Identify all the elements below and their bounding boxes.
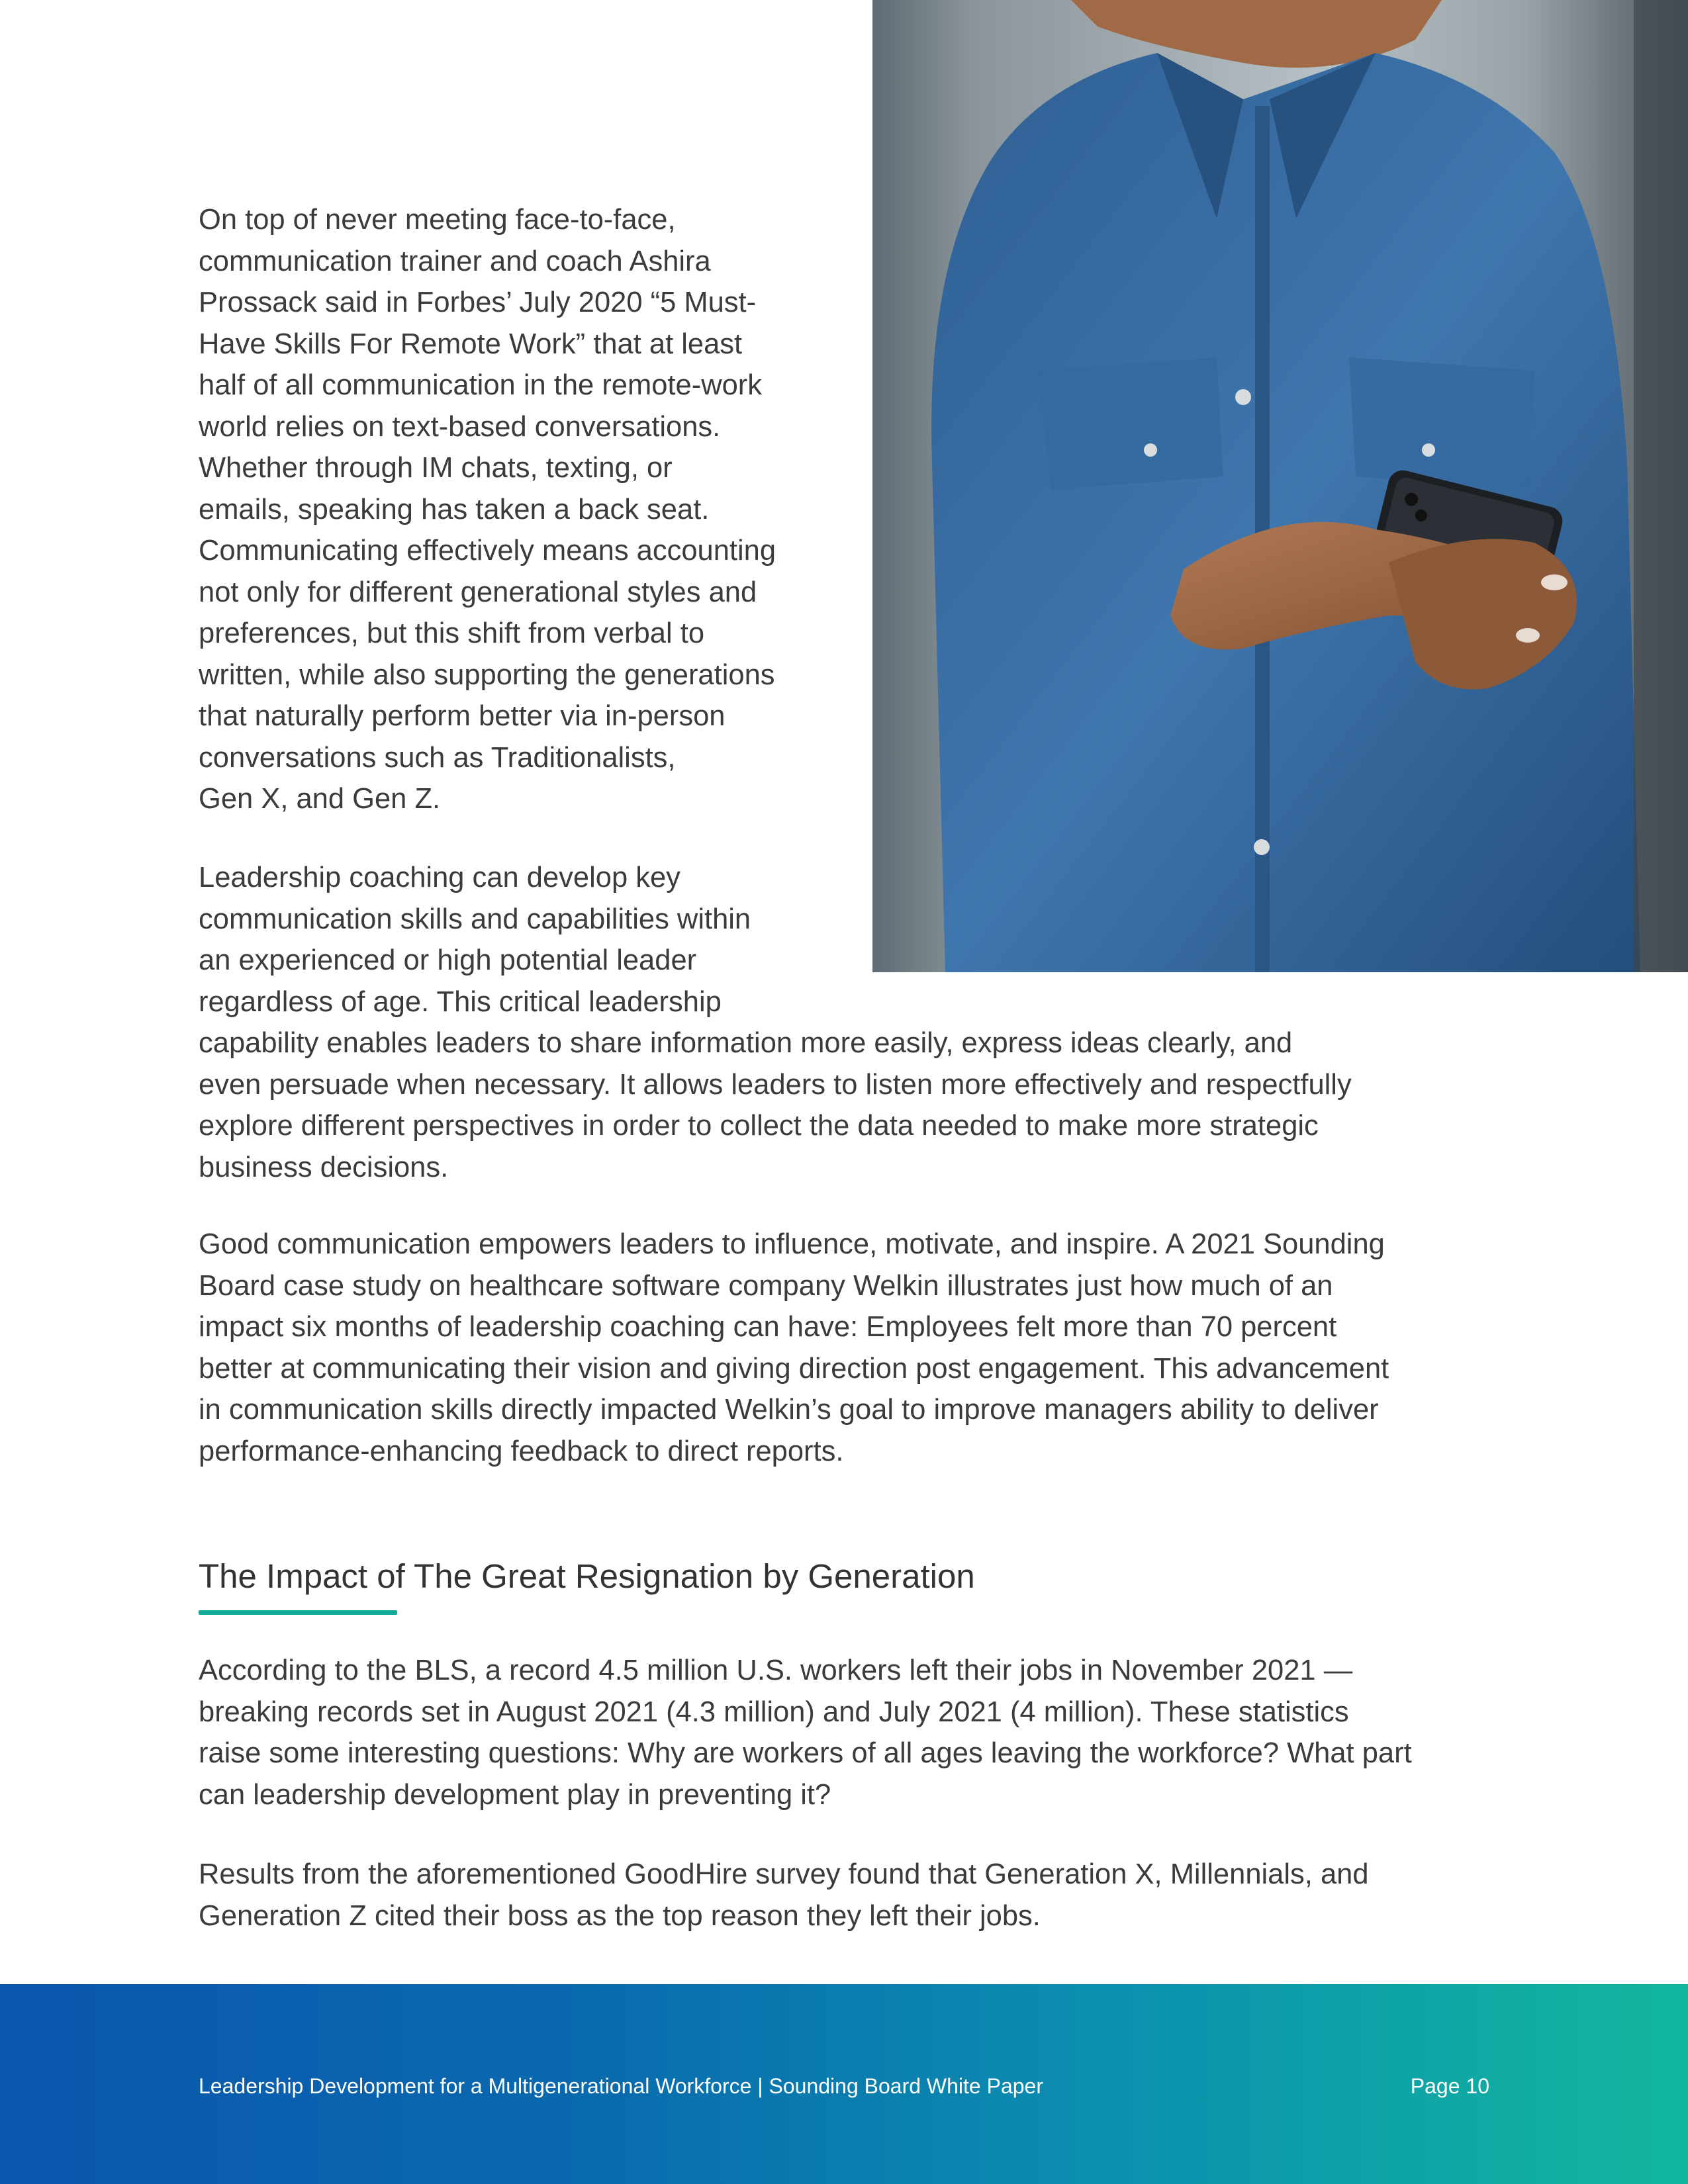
footer-page-number: Page 10 bbox=[1410, 2074, 1489, 2098]
body-paragraph-leadership-coaching-start: Leadership coaching can develop key communication skills and capabilities within an experienced or high potential leader regardless of age. This critical leadership bbox=[199, 862, 751, 1018]
heading-underline bbox=[199, 1610, 397, 1615]
body-paragraph-goodhire-survey: Results from the aforementioned GoodHire survey found that Generation X, Millennials, and Generation Z cited their boss as the top reason they left their jobs. bbox=[199, 1858, 1369, 1932]
section-heading: The Impact of The Great Resignation by Generation bbox=[199, 1557, 975, 1595]
woman-with-phone-photo bbox=[872, 0, 1688, 972]
footer-document-title: Leadership Development for a Multigenerational Workforce | Sounding Board White Paper bbox=[199, 2074, 1043, 2098]
body-paragraph-remote-communication: On top of never meeting face-to-face, communication trainer and coach Ashira Prossack said in Forbes’ July 2020 “5 Must- Have Skills For Remote Work” that at least half of all communication in the remote-work world relies on text-based conversations. Whether through IM chats, texting, or emails, speaking has taken a back seat. Communicating effectively means accounting not only for different generational styles and preferences, but this shift from verbal to written, while also supporting the generations that naturally perform better via in-person conversations such as Traditionalists, Gen X, and Gen Z. bbox=[199, 204, 776, 815]
body-paragraph-leadership-coaching-end: capability enables leaders to share information more easily, express ideas clearly, and even persuade when necessary. It allows leaders to listen more effectively and respectfully explore different perspectives in order to collect the data needed to make more strategic business decisions. bbox=[199, 1027, 1352, 1183]
page-footer bbox=[0, 1984, 1688, 2184]
body-paragraph-bls-statistics: According to the BLS, a record 4.5 million U.S. workers left their jobs in November 2021 — breaking records set in August 2021 (4.3 million) and July 2021 (4 million). These statistics raise some interesting questions: Why are workers of all ages leaving the workforce? What part can leadership development play in preventing it? bbox=[199, 1655, 1412, 1811]
photo-illustration bbox=[872, 0, 1688, 972]
body-paragraph-welkin-case-study: Good communication empowers leaders to influence, motivate, and inspire. A 2021 Sounding Board case study on healthcare software company Welkin illustrates just how much of an impact six months of leadership coaching can have: Employees felt more than 70 percent better at communicating their vision and giving direction post engagement. This advancement in communication skills directly impacted Welkin’s goal to improve managers ability to deliver performance-enhancing feedback to direct reports. bbox=[199, 1228, 1389, 1467]
